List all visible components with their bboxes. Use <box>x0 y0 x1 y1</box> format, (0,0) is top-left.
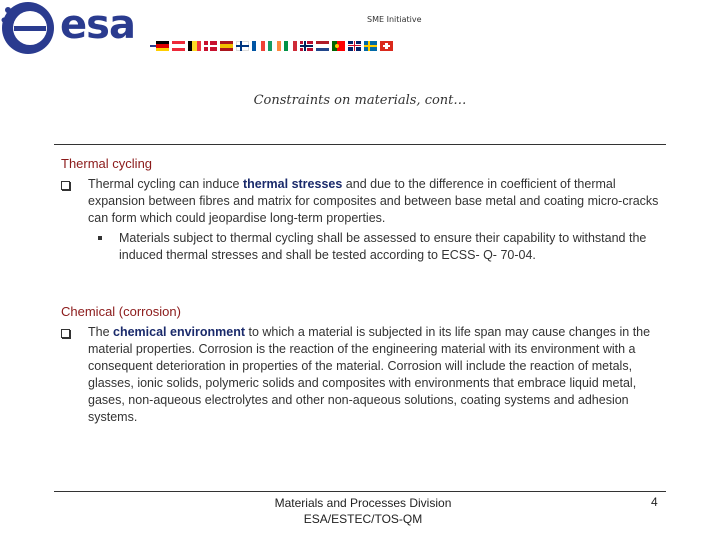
footer-division: Materials and Processes Division <box>274 496 452 510</box>
bullet-emphasis: chemical environment <box>113 325 246 339</box>
flag-spain-icon <box>220 41 233 51</box>
flag-switzerland-icon <box>380 41 393 51</box>
flag-belgium-icon <box>188 41 201 51</box>
top-divider <box>54 144 666 145</box>
esa-globe-icon <box>0 0 60 60</box>
square-bullet-icon <box>98 236 102 240</box>
footer-department: ESA/ESTEC/TOS-QM <box>303 512 423 526</box>
flag-germany-icon <box>156 41 169 51</box>
member-flags <box>156 41 393 51</box>
esa-logo <box>0 0 170 60</box>
chemical-bullet-text <box>88 324 663 426</box>
slide-subtitle: Constraints on materials, cont… <box>253 93 467 108</box>
bullet-text-pre: Thermal cycling can induce <box>88 177 243 191</box>
flag-netherlands-icon <box>316 41 329 51</box>
flag-italy-icon <box>284 41 297 51</box>
flag-finland-icon <box>236 41 249 51</box>
footer-divider <box>54 491 666 492</box>
bullet-emphasis: thermal stresses <box>242 177 343 191</box>
flag-france-icon <box>252 41 265 51</box>
flag-sweden-icon <box>364 41 377 51</box>
section-heading-chemical: Chemical (corrosion) <box>61 304 181 319</box>
flag-norway-icon <box>300 41 313 51</box>
footer-credits <box>0 495 720 527</box>
flag-portugal-icon <box>332 41 345 51</box>
thermal-bullet-text <box>88 176 663 227</box>
bullet-text-post: and due to the difference in coefficient of thermal expansion between fibres and matrix for composites and between base metal and coating micro-cracks can form which could jeopardise long-term properties. <box>88 177 659 225</box>
checkbox-bullet-icon <box>61 329 70 338</box>
bullet-text-post: to which a material is subjected in its life span may cause changes in the material properties. Corrosion is the reaction of the engineering material with its environment with a consequent deterioration in properties of the material. Corrosion will include the reaction of metals, glasses, ionic solids, polymeric solids and composites with environments that embrace liquid metal, gases, non-aqueous electrolytes and other non-aqueous solutions, coating systems and adhesion systems. <box>88 325 651 424</box>
page-number: 4 <box>651 495 658 509</box>
flag-austria-icon <box>172 41 185 51</box>
section-heading-thermal: Thermal cycling <box>61 156 153 171</box>
sme-initiative-label: SME Initiative <box>367 15 422 24</box>
checkbox-bullet-icon <box>61 181 70 190</box>
flag-united-kingdom-icon <box>348 41 361 51</box>
flag-ireland-icon <box>268 41 281 51</box>
flag-denmark-icon <box>204 41 217 51</box>
thermal-sub-bullet-text: Materials subject to thermal cycling shall be assessed to ensure their capability to withstand the induced thermal stresses and shall be tested according to ECSS- Q- 70-04. <box>119 231 647 262</box>
bullet-text-pre: The <box>88 325 114 339</box>
logo-wordmark: esa <box>60 2 135 48</box>
